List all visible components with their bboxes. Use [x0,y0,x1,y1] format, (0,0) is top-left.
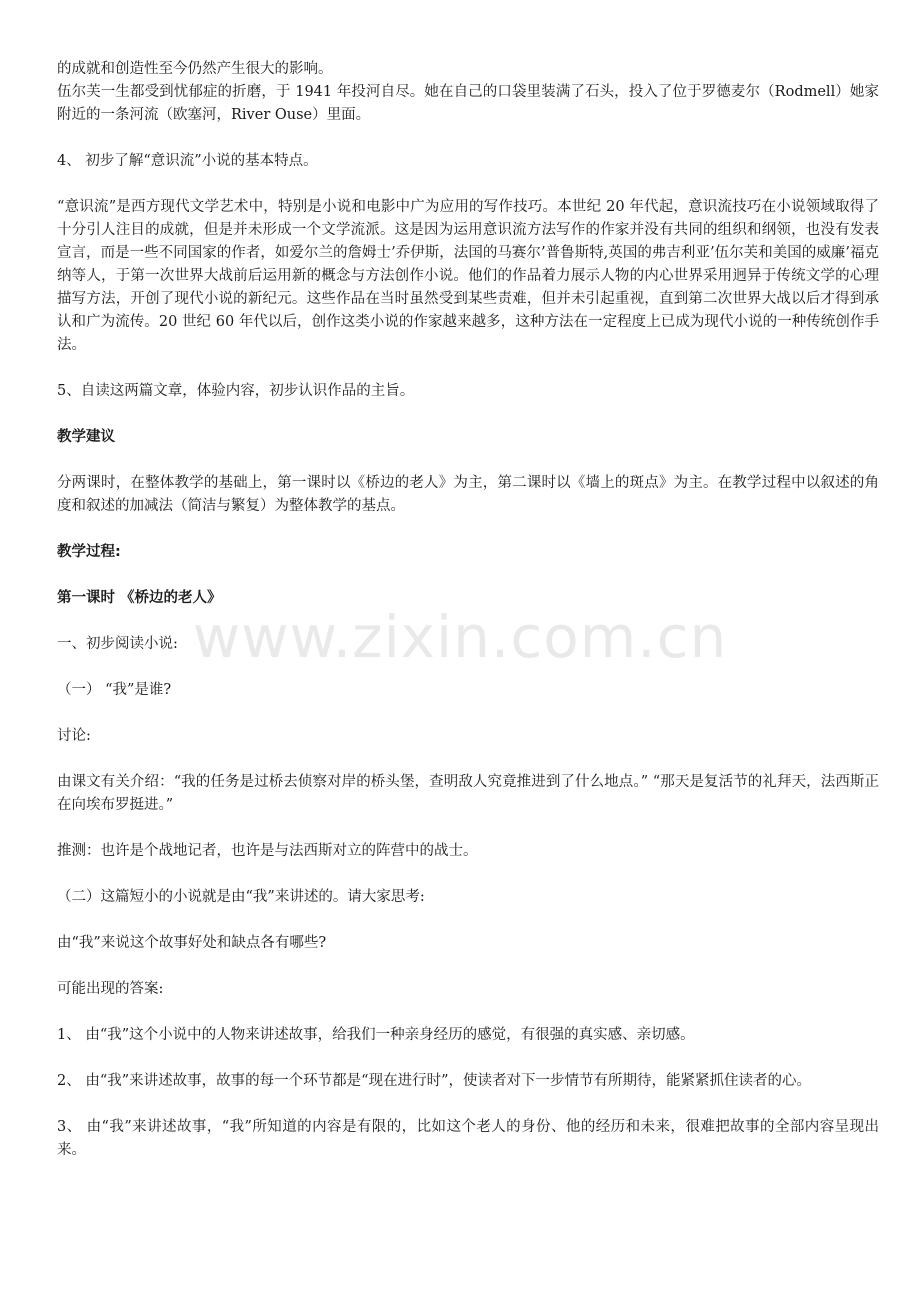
answer-item: 3、 由“我”来讲述故事，“我”所知道的内容是有限的，比如这个老人的身份、他的经历和未来，很难把故事的全部内容呈现出来。 [57,1119,879,1158]
question-1: （一） “我”是谁? [57,682,172,698]
paragraph-woolf-death: 伍尔芙一生都受到忧郁症的折磨，于 1941 年投河自尽。她在自己的口袋里装满了石头，投入了位于罗德麦尔（Rodmell）她家附近的一条河流（欧塞河，River Ouse）里面。 [57,84,879,123]
watermark: www.zixin.com.cn [192,603,728,671]
discussion-label: 讨论: [57,728,91,744]
section-1-title: 一、初步阅读小说: [57,636,178,652]
paragraph-stream-of-consciousness: “意识流”是西方现代文学艺术中，特别是小说和电影中广为应用的写作技巧。本世纪 20 年代起，意识流技巧在小说领域取得了十分引人注目的成就，但是并未形成一个文学流派。这是因为运用意识流方法写作的作家并没有共同的组织和纲领，也没有发表宣言，而是一些不同国家的作者，如爱尔兰的詹姆士’乔伊斯，法国的马赛尔’普鲁斯特,英国的弗吉利亚’伍尔芙和美国的威廉’福克纳等人，于第一次世界大战前后运用新的概念与方法创作小说。他们的作品着力展示人物的内心世界采用迥异于传统文学的心理描写方法，开创了现代小说的新纪元。这些作品在当时虽然受到某些责难，但并未引起重视，直到第二次世界大战以后才得到承认和广为流传。20 世纪 60 年代以后，创作这类小说的作家越来越多，这种方法在一定程度上已成为现代小说的一种传统创作手法。 [57,199,879,353]
answer-item: 1、 由“我”这个小说中的人物来讲述故事，给我们一种亲身经历的感觉，有很强的真实感、亲切感。 [57,1027,695,1043]
question-2: （二）这篇短小的小说就是由“我”来讲述的。请大家思考: [57,889,425,905]
answer-item: 2、 由“我”来讲述故事，故事的每一个环节都是“现在进行时”，使读者对下一步情节有所期待，能紧紧抓住读者的心。 [57,1073,811,1089]
heading-teaching-suggestion: 教学建议 [57,429,115,445]
item-5: 5、自读这两篇文章，体验内容，初步认识作品的主旨。 [57,383,415,399]
heading-teaching-process: 教学过程: [57,544,121,560]
paragraph-influence: 的成就和创造性至今仍然产生很大的影响。 [57,61,333,77]
paragraph-guess: 推测：也许是个战地记者，也许是与法西斯对立的阵营中的战士。 [57,843,478,859]
question-2-detail: 由“我”来说这个故事好处和缺点各有哪些? [57,935,327,951]
possible-answers-label: 可能出现的答案: [57,981,164,997]
document-body [57,58,879,1185]
paragraph-intro-quote: 由课文有关介绍：“我的任务是过桥去侦察对岸的桥头堡，查明敌人究竟推进到了什么地点。” “那天是复活节的礼拜天，法西斯正在向埃布罗挺进。” [57,774,879,813]
item-4: 4、 初步了解“意识流”小说的基本特点。 [57,153,318,169]
paragraph-teaching-suggestion: 分两课时，在整体教学的基础上，第一课时以《桥边的老人》为主，第二课时以《墙上的斑点》为主。在教学过程中以叙述的角度和叙述的加减法（简洁与繁复）为整体教学的基点。 [57,475,879,514]
heading-lesson-1: 第一课时 《桥边的老人》 [57,590,222,606]
